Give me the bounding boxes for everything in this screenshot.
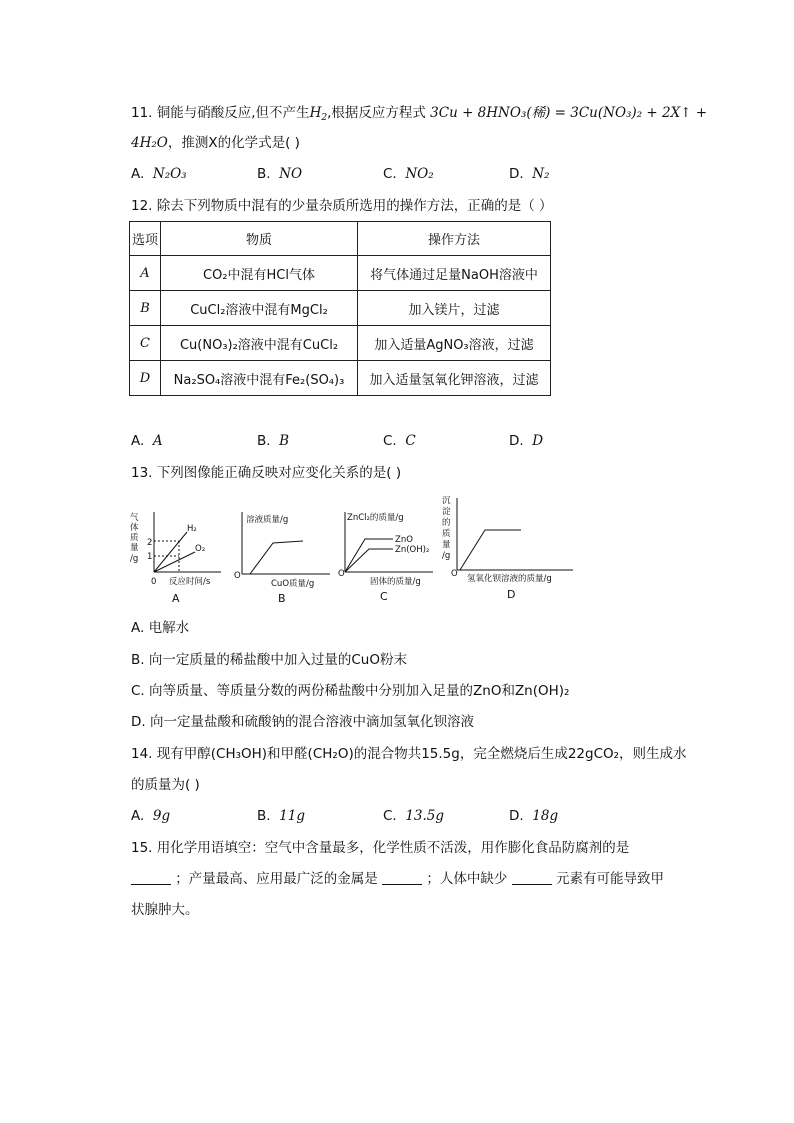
q11-option-d[interactable]: D. N₂ [509,166,550,182]
graph-a-label-o2: O₂ [195,544,206,554]
graph-c-label-zno: ZnO [395,535,413,545]
graph-d-line [460,530,521,570]
q12-stem: 12. 除去下列物质中混有的少量杂质所选用的操作方法，正确的是（ ） [131,198,553,214]
q12-option-b[interactable]: B. B [257,433,290,449]
graph-a-label-h2: H₂ [187,524,197,534]
q11-option-b[interactable]: B. NO [257,166,303,182]
graph-b-caption: B [278,592,286,605]
graph-c [338,512,433,603]
row-substance: CuCl₂溶液中混有MgCl₂ [161,291,358,326]
blank-3[interactable] [512,870,552,885]
graph-d-ylabel: 量 [442,540,451,550]
q11-stem-line1 [131,103,707,128]
q11-option-a[interactable]: A. N₂O₃ [131,166,187,182]
graph-a-ylabel: 体 [130,523,139,533]
graph-d-ylabel: 质 [442,529,451,539]
blank-2[interactable] [382,870,422,885]
table-header-row [130,222,551,256]
graph-c-caption: C [380,590,388,603]
graph-a-caption: A [172,592,180,605]
blank-1[interactable] [131,870,171,885]
q13-graphs [125,492,585,607]
graph-d-ylabel: /g [442,551,451,561]
row-method: 加入适量氢氧化钾溶液，过滤 [358,361,551,396]
row-substance: Cu(NO₃)₂溶液中混有CuCl₂ [161,326,358,361]
q11-water-formula: 4H₂O [131,135,168,151]
q14-option-b[interactable]: B. 11g [257,808,305,824]
graph-a [130,512,221,605]
table-row [130,361,551,396]
graph-d-caption: D [507,588,516,601]
graph-a-ylabel: 质 [130,533,139,543]
q14-option-c[interactable]: C. 13.5g [383,808,445,824]
graph-d-ylabel: 沉 [442,496,451,506]
graph-a-ylabel: 量 [130,543,139,553]
row-substance: CO₂中混有HCl气体 [161,256,358,291]
graph-a-ylabel: 气 [130,513,139,523]
q11-stem-mid: ,根据反应方程式 [327,105,426,121]
q15-stem-line3: 状腺肿大。 [131,902,199,918]
graph-c-origin: O [338,569,345,579]
q15-text-a: ；产量最高、应用最广泛的金属是 [175,871,378,887]
row-option: B [130,291,161,326]
graph-b-origin: O [234,571,241,581]
graph-c-label-znoh2: Zn(OH)₂ [395,545,430,555]
q14-option-d[interactable]: D. 18g [509,808,559,824]
q13-stem: 13. 下列图像能正确反映对应变化关系的是( ) [131,465,402,481]
graph-c-xlabel: 固体的质量/g [370,577,421,587]
graph-b-ylabel: 溶液质量/g [246,515,289,525]
h2-formula: $H_2$ [309,105,328,123]
q12-option-a[interactable]: A. A [131,433,163,449]
q11-equation: 3Cu + 8HNO₃(稀) = 3Cu(NO₃)₂ + 2X↑ + [430,105,708,121]
q15-stem-line1: 15. 用化学用语填空：空气中含量最多，化学性质不活泼，用作膨化食品防腐剂的是 [131,840,630,856]
graph-d-ylabel: 淀 [442,507,451,517]
q13-option-b[interactable]: B. 向一定质量的稀盐酸中加入过量的CuO粉末 [131,652,407,668]
graph-a-tick-2: 2 [147,538,153,548]
header-option: 选项 [130,222,161,256]
q12-option-d[interactable]: D. D [509,433,544,449]
graph-a-ylabel: /g [130,554,139,564]
header-method: 操作方法 [358,222,551,256]
graph-d-xlabel: 氢氧化钡溶液的质量/g [467,574,552,584]
row-substance: Na₂SO₄溶液中混有Fe₂(SO₄)₃ [161,361,358,396]
row-option: D [130,361,161,396]
row-option: C [130,326,161,361]
q11-stem-tail: ，推测X的化学式是( ) [167,135,300,151]
q15-text-c: 元素有可能导致甲 [555,871,664,887]
graph-c-line-zno [345,539,393,572]
q13-option-a[interactable]: A. 电解水 [131,620,190,636]
graph-c-ylabel: ZnCl₂的质量/g [347,513,404,523]
q15-text-b: ；人体中缺少 [426,871,508,887]
table-row [130,256,551,291]
row-method: 加入适量AgNO₃溶液，过滤 [358,326,551,361]
q11-stem-text: 11. 铜能与硝酸反应,但不产生 [131,105,310,121]
row-option: A [130,256,161,291]
row-method: 加入镁片，过滤 [358,291,551,326]
graph-d-origin: O [451,569,458,579]
graph-a-line-o2 [154,552,195,572]
graph-a-origin: 0 [151,577,157,587]
q15-stem-line2 [131,869,664,889]
row-method: 将气体通过足量NaOH溶液中 [358,256,551,291]
graph-b-xlabel: CuO质量/g [271,579,315,589]
q11-option-c[interactable]: C. NO₂ [383,166,434,182]
q13-option-d[interactable]: D. 向一定量盐酸和硫酸钠的混合溶液中滴加氢氧化钡溶液 [131,714,474,730]
graph-a-line-h2 [154,532,187,572]
graph-d-ylabel: 的 [442,518,451,528]
header-substance: 物质 [161,222,358,256]
table-row [130,291,551,326]
graph-b [234,512,330,605]
q12-option-c[interactable]: C. C [383,433,416,449]
q14-option-a[interactable]: A. 9g [131,808,171,824]
table-row [130,326,551,361]
graph-d [442,496,573,601]
q13-option-c[interactable]: C. 向等质量、等质量分数的两份稀盐酸中分别加入足量的ZnO和Zn(OH)₂ [131,683,570,699]
q14-stem-line1: 14. 现有甲醇(CH₃OH)和甲醛(CH₂O)的混合物共15.5g，完全燃烧后生成22gCO₂，则生成水 [131,746,687,762]
q14-stem-line2: 的质量为( ) [131,777,200,793]
q12-table [129,221,551,396]
graph-a-xlabel: 反应时间/s [169,577,211,587]
graph-b-line [250,541,303,574]
q11-stem-line2 [131,133,300,153]
graph-a-tick-1: 1 [147,552,153,562]
